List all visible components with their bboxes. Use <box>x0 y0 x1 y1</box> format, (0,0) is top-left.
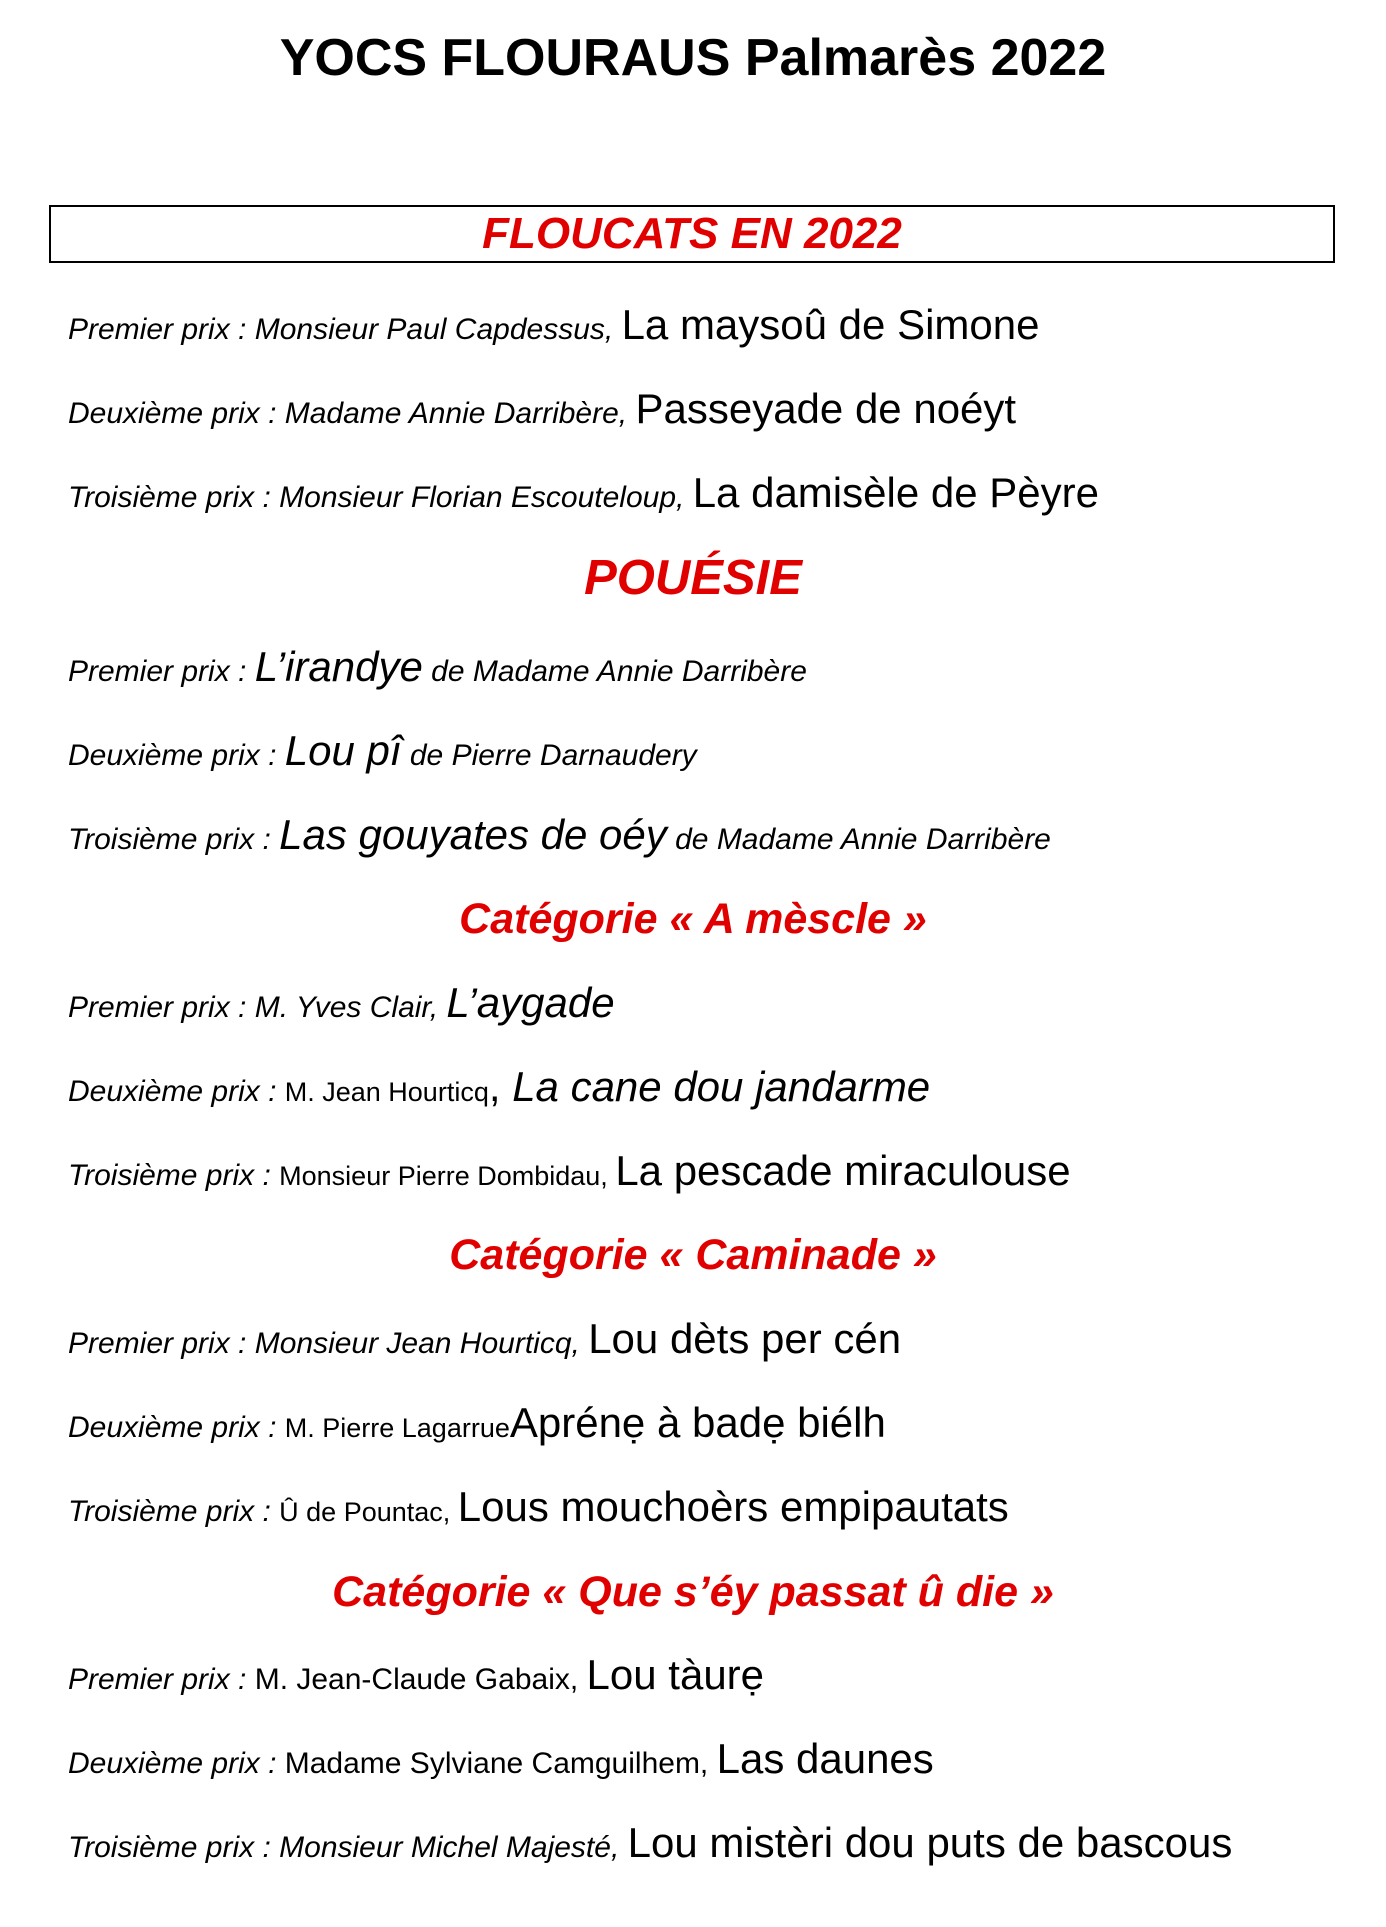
prize-rank: Deuxième prix : <box>68 1075 285 1108</box>
page-title: YOCS FLOURAUS Palmarès 2022 <box>279 29 1107 87</box>
prize-work: Aprénẹ à badẹ biélh <box>509 1399 886 1446</box>
prize-comma: , <box>488 1063 513 1110</box>
prize-work: Lou tàurẹ <box>586 1651 765 1698</box>
prize-rank: Deuxième prix : <box>68 739 285 772</box>
section-heading-a-mescle: Catégorie « A mèscle » <box>459 895 927 943</box>
prize-work: Lou mistèri dou puts de bascous <box>627 1819 1233 1866</box>
section-heading-caminade: Catégorie « Caminade » <box>449 1231 937 1279</box>
floucats-first-prize <box>68 300 1366 360</box>
prize-work: L’aygade <box>446 979 615 1026</box>
prize-author: Monsieur Pierre Dombidau, <box>279 1161 616 1191</box>
pouesie-second-prize <box>68 726 1366 786</box>
pouesie-third-prize <box>68 810 1366 870</box>
section-heading-floucats: FLOUCATS EN 2022 <box>482 209 902 258</box>
prize-author: Monsieur Paul Capdessus, <box>254 313 622 346</box>
prize-rank: Deuxième prix : <box>68 1411 285 1444</box>
prize-author: M. Yves Clair, <box>254 991 447 1024</box>
prize-rank: Troisième prix : <box>68 1831 280 1864</box>
section-heading-pouesie: POUÉSIE <box>584 551 802 605</box>
section-floucats-box <box>49 205 1335 263</box>
prize-work: Las daunes <box>716 1735 934 1782</box>
prize-work: L’irandye <box>254 643 423 690</box>
prize-work: Lous mouchoèrs empipautats <box>457 1483 1009 1530</box>
floucats-third-prize <box>68 468 1366 528</box>
prize-work: Lou dèts per cén <box>588 1315 902 1362</box>
prize-work: La maysoû de Simone <box>621 301 1040 348</box>
prize-rank: Deuxième prix : <box>68 397 285 430</box>
prize-rank: Premier prix : <box>68 313 255 346</box>
prize-author: Madame Annie Darribère, <box>284 397 636 430</box>
prize-author: Monsieur Jean Hourticq, <box>254 1327 589 1360</box>
prize-rank: Deuxième prix : <box>68 1747 285 1780</box>
passat-second-prize <box>68 1734 1366 1794</box>
prize-rank: Troisième prix : <box>68 481 280 514</box>
prize-author: Monsieur Michel Majesté, <box>279 1831 628 1864</box>
pouesie-first-prize <box>68 642 1366 702</box>
a-mescle-first-prize <box>68 978 1366 1038</box>
prize-rank: Troisième prix : <box>68 1495 280 1528</box>
a-mescle-second-prize <box>68 1062 1366 1122</box>
prize-rank: Premier prix : <box>68 991 255 1024</box>
prize-rank: Troisième prix : <box>68 823 280 856</box>
prize-author: M. Pierre Lagarrue <box>284 1413 510 1443</box>
prize-rank: Premier prix : <box>68 1327 255 1360</box>
floucats-second-prize <box>68 384 1366 444</box>
prize-work: Las gouyates de oéy <box>279 811 667 858</box>
prize-work: La damisèle de Pèyre <box>692 469 1099 516</box>
prize-author: Madame Sylviane Camguilhem, <box>284 1747 717 1780</box>
caminade-first-prize <box>68 1314 1366 1374</box>
prize-work: La pescade miraculouse <box>615 1147 1071 1194</box>
prize-work: La cane dou jandarme <box>512 1063 931 1110</box>
prize-author: Monsieur Florian Escouteloup, <box>279 481 693 514</box>
a-mescle-third-prize <box>68 1146 1366 1206</box>
prize-rank: Premier prix : <box>68 655 255 688</box>
passat-third-prize <box>68 1818 1366 1878</box>
prize-author: M. Jean Hourticq <box>284 1077 489 1107</box>
passat-first-prize <box>68 1650 1366 1710</box>
prize-author: de Pierre Darnaudery <box>401 739 697 772</box>
prize-author: de Madame Annie Darribère <box>666 823 1051 856</box>
prize-author: M. Jean-Claude Gabaix, <box>254 1663 587 1696</box>
prize-work: Lou pî <box>284 727 402 774</box>
section-heading-que-sey-passat: Catégorie « Que s’éy passat û die » <box>332 1568 1054 1616</box>
caminade-third-prize <box>68 1482 1366 1542</box>
prize-work: Passeyade de noéyt <box>635 385 1017 432</box>
prize-author: Û de Pountac, <box>279 1497 458 1527</box>
prize-author: de Madame Annie Darribère <box>422 655 807 688</box>
prize-rank: Premier prix : <box>68 1663 255 1696</box>
caminade-second-prize <box>68 1398 1366 1458</box>
prize-rank: Troisième prix : <box>68 1159 280 1192</box>
